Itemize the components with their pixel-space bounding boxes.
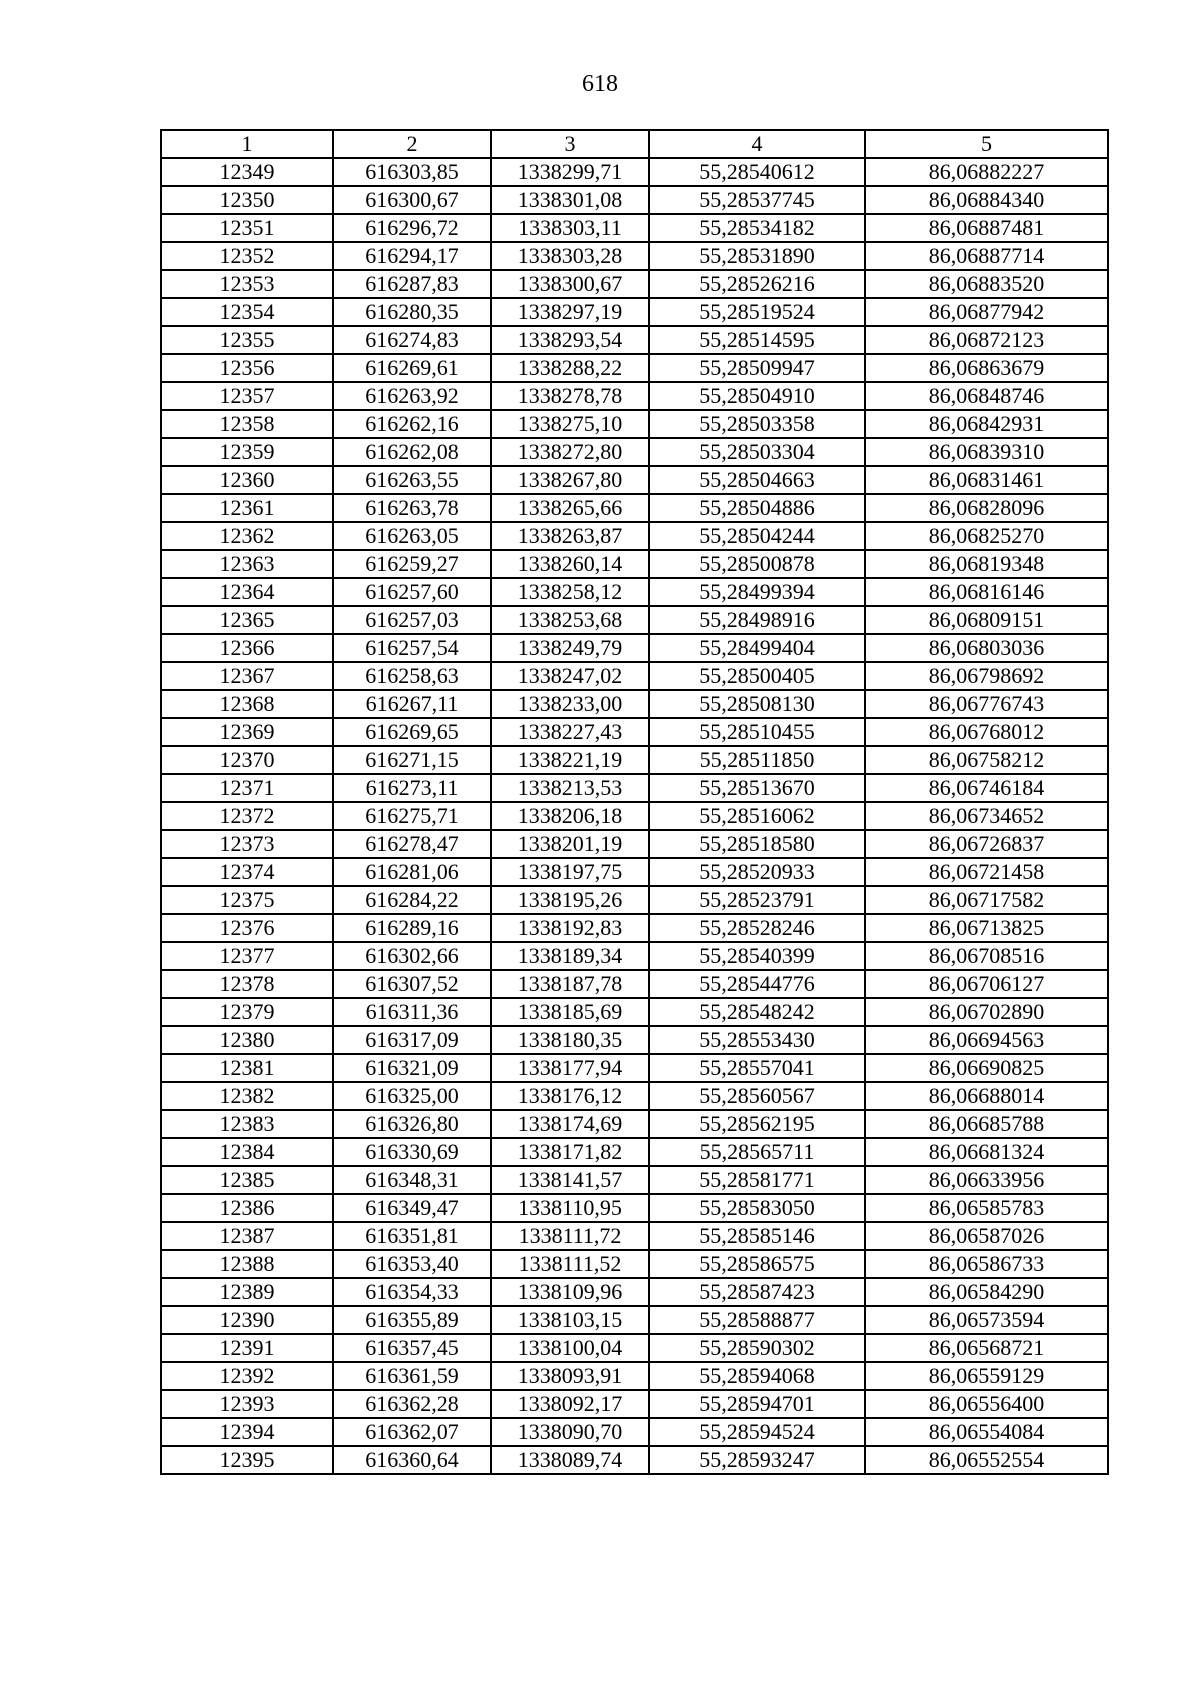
table-row xyxy=(161,1082,1108,1110)
point-number-cell: 12393 xyxy=(161,1390,333,1418)
table-row xyxy=(161,1390,1108,1418)
longitude-cell: 86,06882227 xyxy=(865,158,1108,186)
latitude-cell: 55,28581771 xyxy=(649,1166,865,1194)
longitude-cell: 86,06713825 xyxy=(865,914,1108,942)
x-coordinate-cell: 616257,54 xyxy=(333,634,491,662)
longitude-cell: 86,06685788 xyxy=(865,1110,1108,1138)
table-row xyxy=(161,1334,1108,1362)
x-coordinate-cell: 616263,92 xyxy=(333,382,491,410)
longitude-cell: 86,06872123 xyxy=(865,326,1108,354)
x-coordinate-cell: 616271,15 xyxy=(333,746,491,774)
latitude-cell: 55,28594068 xyxy=(649,1362,865,1390)
latitude-cell: 55,28588877 xyxy=(649,1306,865,1334)
longitude-cell: 86,06585783 xyxy=(865,1194,1108,1222)
point-number-cell: 12376 xyxy=(161,914,333,942)
table-row xyxy=(161,1138,1108,1166)
column-header-2: 2 xyxy=(333,130,491,158)
x-coordinate-cell: 616360,64 xyxy=(333,1446,491,1474)
latitude-cell: 55,28548242 xyxy=(649,998,865,1026)
longitude-cell: 86,06584290 xyxy=(865,1278,1108,1306)
latitude-cell: 55,28523791 xyxy=(649,886,865,914)
x-coordinate-cell: 616300,67 xyxy=(333,186,491,214)
table-body xyxy=(161,158,1108,1474)
x-coordinate-cell: 616362,07 xyxy=(333,1418,491,1446)
latitude-cell: 55,28562195 xyxy=(649,1110,865,1138)
longitude-cell: 86,06884340 xyxy=(865,186,1108,214)
point-number-cell: 12377 xyxy=(161,942,333,970)
y-coordinate-cell: 1338227,43 xyxy=(491,718,649,746)
x-coordinate-cell: 616257,03 xyxy=(333,606,491,634)
table-row xyxy=(161,914,1108,942)
longitude-cell: 86,06883520 xyxy=(865,270,1108,298)
table-row xyxy=(161,634,1108,662)
y-coordinate-cell: 1338299,71 xyxy=(491,158,649,186)
longitude-cell: 86,06809151 xyxy=(865,606,1108,634)
longitude-cell: 86,06798692 xyxy=(865,662,1108,690)
point-number-cell: 12383 xyxy=(161,1110,333,1138)
point-number-cell: 12380 xyxy=(161,1026,333,1054)
y-coordinate-cell: 1338206,18 xyxy=(491,802,649,830)
latitude-cell: 55,28508130 xyxy=(649,690,865,718)
column-header-1: 1 xyxy=(161,130,333,158)
point-number-cell: 12357 xyxy=(161,382,333,410)
longitude-cell: 86,06825270 xyxy=(865,522,1108,550)
latitude-cell: 55,28503358 xyxy=(649,410,865,438)
latitude-cell: 55,28509947 xyxy=(649,354,865,382)
page-number: 618 xyxy=(582,71,618,97)
x-coordinate-cell: 616307,52 xyxy=(333,970,491,998)
point-number-cell: 12382 xyxy=(161,1082,333,1110)
x-coordinate-cell: 616275,71 xyxy=(333,802,491,830)
x-coordinate-cell: 616263,55 xyxy=(333,466,491,494)
latitude-cell: 55,28503304 xyxy=(649,438,865,466)
y-coordinate-cell: 1338247,02 xyxy=(491,662,649,690)
point-number-cell: 12360 xyxy=(161,466,333,494)
latitude-cell: 55,28513670 xyxy=(649,774,865,802)
table-row xyxy=(161,774,1108,802)
table-row xyxy=(161,1278,1108,1306)
latitude-cell: 55,28587423 xyxy=(649,1278,865,1306)
latitude-cell: 55,28500878 xyxy=(649,550,865,578)
point-number-cell: 12368 xyxy=(161,690,333,718)
table-row xyxy=(161,662,1108,690)
table-row xyxy=(161,942,1108,970)
longitude-cell: 86,06706127 xyxy=(865,970,1108,998)
latitude-cell: 55,28519524 xyxy=(649,298,865,326)
point-number-cell: 12372 xyxy=(161,802,333,830)
latitude-cell: 55,28520933 xyxy=(649,858,865,886)
x-coordinate-cell: 616351,81 xyxy=(333,1222,491,1250)
latitude-cell: 55,28534182 xyxy=(649,214,865,242)
column-header-3: 3 xyxy=(491,130,649,158)
longitude-cell: 86,06803036 xyxy=(865,634,1108,662)
y-coordinate-cell: 1338301,08 xyxy=(491,186,649,214)
latitude-cell: 55,28557041 xyxy=(649,1054,865,1082)
table-row xyxy=(161,270,1108,298)
x-coordinate-cell: 616287,83 xyxy=(333,270,491,298)
longitude-cell: 86,06887714 xyxy=(865,242,1108,270)
longitude-cell: 86,06587026 xyxy=(865,1222,1108,1250)
table-row xyxy=(161,802,1108,830)
longitude-cell: 86,06877942 xyxy=(865,298,1108,326)
y-coordinate-cell: 1338293,54 xyxy=(491,326,649,354)
y-coordinate-cell: 1338297,19 xyxy=(491,298,649,326)
table-row xyxy=(161,858,1108,886)
table-row xyxy=(161,1306,1108,1334)
point-number-cell: 12364 xyxy=(161,578,333,606)
longitude-cell: 86,06863679 xyxy=(865,354,1108,382)
point-number-cell: 12394 xyxy=(161,1418,333,1446)
table-row xyxy=(161,1446,1108,1474)
latitude-cell: 55,28553430 xyxy=(649,1026,865,1054)
point-number-cell: 12378 xyxy=(161,970,333,998)
x-coordinate-cell: 616325,00 xyxy=(333,1082,491,1110)
point-number-cell: 12391 xyxy=(161,1334,333,1362)
latitude-cell: 55,28593247 xyxy=(649,1446,865,1474)
x-coordinate-cell: 616289,16 xyxy=(333,914,491,942)
latitude-cell: 55,28528246 xyxy=(649,914,865,942)
point-number-cell: 12390 xyxy=(161,1306,333,1334)
y-coordinate-cell: 1338265,66 xyxy=(491,494,649,522)
point-number-cell: 12361 xyxy=(161,494,333,522)
table-row xyxy=(161,410,1108,438)
point-number-cell: 12385 xyxy=(161,1166,333,1194)
latitude-cell: 55,28514595 xyxy=(649,326,865,354)
x-coordinate-cell: 616311,36 xyxy=(333,998,491,1026)
y-coordinate-cell: 1338267,80 xyxy=(491,466,649,494)
longitude-cell: 86,06726837 xyxy=(865,830,1108,858)
x-coordinate-cell: 616321,09 xyxy=(333,1054,491,1082)
y-coordinate-cell: 1338174,69 xyxy=(491,1110,649,1138)
point-number-cell: 12388 xyxy=(161,1250,333,1278)
x-coordinate-cell: 616278,47 xyxy=(333,830,491,858)
x-coordinate-cell: 616281,06 xyxy=(333,858,491,886)
point-number-cell: 12389 xyxy=(161,1278,333,1306)
point-number-cell: 12366 xyxy=(161,634,333,662)
x-coordinate-cell: 616357,45 xyxy=(333,1334,491,1362)
point-number-cell: 12349 xyxy=(161,158,333,186)
table-row xyxy=(161,746,1108,774)
point-number-cell: 12362 xyxy=(161,522,333,550)
latitude-cell: 55,28526216 xyxy=(649,270,865,298)
y-coordinate-cell: 1338185,69 xyxy=(491,998,649,1026)
point-number-cell: 12379 xyxy=(161,998,333,1026)
latitude-cell: 55,28504244 xyxy=(649,522,865,550)
table-row xyxy=(161,690,1108,718)
y-coordinate-cell: 1338195,26 xyxy=(491,886,649,914)
table-row xyxy=(161,242,1108,270)
y-coordinate-cell: 1338187,78 xyxy=(491,970,649,998)
latitude-cell: 55,28585146 xyxy=(649,1222,865,1250)
point-number-cell: 12387 xyxy=(161,1222,333,1250)
longitude-cell: 86,06828096 xyxy=(865,494,1108,522)
table-row xyxy=(161,186,1108,214)
y-coordinate-cell: 1338100,04 xyxy=(491,1334,649,1362)
point-number-cell: 12373 xyxy=(161,830,333,858)
latitude-cell: 55,28504910 xyxy=(649,382,865,410)
x-coordinate-cell: 616262,08 xyxy=(333,438,491,466)
column-header-4: 4 xyxy=(649,130,865,158)
longitude-cell: 86,06681324 xyxy=(865,1138,1108,1166)
point-number-cell: 12350 xyxy=(161,186,333,214)
longitude-cell: 86,06586733 xyxy=(865,1250,1108,1278)
y-coordinate-cell: 1338288,22 xyxy=(491,354,649,382)
x-coordinate-cell: 616317,09 xyxy=(333,1026,491,1054)
y-coordinate-cell: 1338221,19 xyxy=(491,746,649,774)
longitude-cell: 86,06556400 xyxy=(865,1390,1108,1418)
y-coordinate-cell: 1338089,74 xyxy=(491,1446,649,1474)
latitude-cell: 55,28499404 xyxy=(649,634,865,662)
x-coordinate-cell: 616294,17 xyxy=(333,242,491,270)
longitude-cell: 86,06694563 xyxy=(865,1026,1108,1054)
table-row xyxy=(161,326,1108,354)
longitude-cell: 86,06633956 xyxy=(865,1166,1108,1194)
point-number-cell: 12371 xyxy=(161,774,333,802)
header-row xyxy=(161,130,1108,158)
table-row xyxy=(161,886,1108,914)
y-coordinate-cell: 1338171,82 xyxy=(491,1138,649,1166)
table-row xyxy=(161,494,1108,522)
table-row xyxy=(161,158,1108,186)
y-coordinate-cell: 1338111,72 xyxy=(491,1222,649,1250)
latitude-cell: 55,28583050 xyxy=(649,1194,865,1222)
column-header-5: 5 xyxy=(865,130,1108,158)
latitude-cell: 55,28504886 xyxy=(649,494,865,522)
latitude-cell: 55,28518580 xyxy=(649,830,865,858)
latitude-cell: 55,28565711 xyxy=(649,1138,865,1166)
table-row xyxy=(161,354,1108,382)
table-row xyxy=(161,1222,1108,1250)
longitude-cell: 86,06559129 xyxy=(865,1362,1108,1390)
longitude-cell: 86,06816146 xyxy=(865,578,1108,606)
table-row xyxy=(161,998,1108,1026)
x-coordinate-cell: 616280,35 xyxy=(333,298,491,326)
x-coordinate-cell: 616274,83 xyxy=(333,326,491,354)
latitude-cell: 55,28516062 xyxy=(649,802,865,830)
longitude-cell: 86,06768012 xyxy=(865,718,1108,746)
y-coordinate-cell: 1338111,52 xyxy=(491,1250,649,1278)
latitude-cell: 55,28500405 xyxy=(649,662,865,690)
point-number-cell: 12369 xyxy=(161,718,333,746)
table-row xyxy=(161,1362,1108,1390)
y-coordinate-cell: 1338263,87 xyxy=(491,522,649,550)
latitude-cell: 55,28511850 xyxy=(649,746,865,774)
point-number-cell: 12363 xyxy=(161,550,333,578)
latitude-cell: 55,28594524 xyxy=(649,1418,865,1446)
latitude-cell: 55,28540399 xyxy=(649,942,865,970)
longitude-cell: 86,06690825 xyxy=(865,1054,1108,1082)
y-coordinate-cell: 1338092,17 xyxy=(491,1390,649,1418)
y-coordinate-cell: 1338275,10 xyxy=(491,410,649,438)
table-row xyxy=(161,214,1108,242)
table-row xyxy=(161,606,1108,634)
x-coordinate-cell: 616257,60 xyxy=(333,578,491,606)
point-number-cell: 12375 xyxy=(161,886,333,914)
point-number-cell: 12392 xyxy=(161,1362,333,1390)
longitude-cell: 86,06819348 xyxy=(865,550,1108,578)
y-coordinate-cell: 1338260,14 xyxy=(491,550,649,578)
table-row xyxy=(161,578,1108,606)
longitude-cell: 86,06554084 xyxy=(865,1418,1108,1446)
y-coordinate-cell: 1338103,15 xyxy=(491,1306,649,1334)
y-coordinate-cell: 1338272,80 xyxy=(491,438,649,466)
latitude-cell: 55,28544776 xyxy=(649,970,865,998)
table-row xyxy=(161,382,1108,410)
y-coordinate-cell: 1338213,53 xyxy=(491,774,649,802)
x-coordinate-cell: 616259,27 xyxy=(333,550,491,578)
latitude-cell: 55,28537745 xyxy=(649,186,865,214)
x-coordinate-cell: 616284,22 xyxy=(333,886,491,914)
y-coordinate-cell: 1338192,83 xyxy=(491,914,649,942)
x-coordinate-cell: 616263,78 xyxy=(333,494,491,522)
y-coordinate-cell: 1338258,12 xyxy=(491,578,649,606)
y-coordinate-cell: 1338278,78 xyxy=(491,382,649,410)
x-coordinate-cell: 616362,28 xyxy=(333,1390,491,1418)
x-coordinate-cell: 616296,72 xyxy=(333,214,491,242)
y-coordinate-cell: 1338093,91 xyxy=(491,1362,649,1390)
point-number-cell: 12356 xyxy=(161,354,333,382)
longitude-cell: 86,06746184 xyxy=(865,774,1108,802)
table-row xyxy=(161,522,1108,550)
x-coordinate-cell: 616353,40 xyxy=(333,1250,491,1278)
longitude-cell: 86,06887481 xyxy=(865,214,1108,242)
y-coordinate-cell: 1338110,95 xyxy=(491,1194,649,1222)
point-number-cell: 12355 xyxy=(161,326,333,354)
point-number-cell: 12354 xyxy=(161,298,333,326)
x-coordinate-cell: 616330,69 xyxy=(333,1138,491,1166)
longitude-cell: 86,06839310 xyxy=(865,438,1108,466)
y-coordinate-cell: 1338090,70 xyxy=(491,1418,649,1446)
longitude-cell: 86,06708516 xyxy=(865,942,1108,970)
point-number-cell: 12367 xyxy=(161,662,333,690)
longitude-cell: 86,06848746 xyxy=(865,382,1108,410)
x-coordinate-cell: 616267,11 xyxy=(333,690,491,718)
x-coordinate-cell: 616303,85 xyxy=(333,158,491,186)
point-number-cell: 12353 xyxy=(161,270,333,298)
x-coordinate-cell: 616361,59 xyxy=(333,1362,491,1390)
x-coordinate-cell: 616263,05 xyxy=(333,522,491,550)
point-number-cell: 12374 xyxy=(161,858,333,886)
coordinates-table xyxy=(160,129,1109,1475)
longitude-cell: 86,06734652 xyxy=(865,802,1108,830)
y-coordinate-cell: 1338197,75 xyxy=(491,858,649,886)
y-coordinate-cell: 1338303,28 xyxy=(491,242,649,270)
latitude-cell: 55,28531890 xyxy=(649,242,865,270)
table-row xyxy=(161,970,1108,998)
longitude-cell: 86,06552554 xyxy=(865,1446,1108,1474)
x-coordinate-cell: 616349,47 xyxy=(333,1194,491,1222)
latitude-cell: 55,28504663 xyxy=(649,466,865,494)
table-row xyxy=(161,1026,1108,1054)
table-row xyxy=(161,1194,1108,1222)
table-header xyxy=(161,130,1108,158)
point-number-cell: 12358 xyxy=(161,410,333,438)
x-coordinate-cell: 616269,61 xyxy=(333,354,491,382)
x-coordinate-cell: 616262,16 xyxy=(333,410,491,438)
latitude-cell: 55,28510455 xyxy=(649,718,865,746)
x-coordinate-cell: 616302,66 xyxy=(333,942,491,970)
longitude-cell: 86,06568721 xyxy=(865,1334,1108,1362)
table-row xyxy=(161,550,1108,578)
table-row xyxy=(161,718,1108,746)
longitude-cell: 86,06842931 xyxy=(865,410,1108,438)
x-coordinate-cell: 616348,31 xyxy=(333,1166,491,1194)
y-coordinate-cell: 1338249,79 xyxy=(491,634,649,662)
longitude-cell: 86,06831461 xyxy=(865,466,1108,494)
y-coordinate-cell: 1338189,34 xyxy=(491,942,649,970)
longitude-cell: 86,06573594 xyxy=(865,1306,1108,1334)
point-number-cell: 12359 xyxy=(161,438,333,466)
x-coordinate-cell: 616269,65 xyxy=(333,718,491,746)
longitude-cell: 86,06758212 xyxy=(865,746,1108,774)
latitude-cell: 55,28499394 xyxy=(649,578,865,606)
table-row xyxy=(161,1166,1108,1194)
longitude-cell: 86,06721458 xyxy=(865,858,1108,886)
y-coordinate-cell: 1338253,68 xyxy=(491,606,649,634)
longitude-cell: 86,06702890 xyxy=(865,998,1108,1026)
point-number-cell: 12386 xyxy=(161,1194,333,1222)
table-row xyxy=(161,1054,1108,1082)
point-number-cell: 12381 xyxy=(161,1054,333,1082)
table-row xyxy=(161,1110,1108,1138)
longitude-cell: 86,06688014 xyxy=(865,1082,1108,1110)
latitude-cell: 55,28594701 xyxy=(649,1390,865,1418)
y-coordinate-cell: 1338180,35 xyxy=(491,1026,649,1054)
latitude-cell: 55,28590302 xyxy=(649,1334,865,1362)
table-row xyxy=(161,1418,1108,1446)
y-coordinate-cell: 1338201,19 xyxy=(491,830,649,858)
longitude-cell: 86,06717582 xyxy=(865,886,1108,914)
latitude-cell: 55,28586575 xyxy=(649,1250,865,1278)
table-row xyxy=(161,298,1108,326)
point-number-cell: 12395 xyxy=(161,1446,333,1474)
point-number-cell: 12351 xyxy=(161,214,333,242)
table-row xyxy=(161,466,1108,494)
x-coordinate-cell: 616258,63 xyxy=(333,662,491,690)
y-coordinate-cell: 1338141,57 xyxy=(491,1166,649,1194)
x-coordinate-cell: 616273,11 xyxy=(333,774,491,802)
y-coordinate-cell: 1338109,96 xyxy=(491,1278,649,1306)
x-coordinate-cell: 616326,80 xyxy=(333,1110,491,1138)
point-number-cell: 12384 xyxy=(161,1138,333,1166)
table-row xyxy=(161,830,1108,858)
latitude-cell: 55,28560567 xyxy=(649,1082,865,1110)
latitude-cell: 55,28540612 xyxy=(649,158,865,186)
latitude-cell: 55,28498916 xyxy=(649,606,865,634)
table-row xyxy=(161,1250,1108,1278)
y-coordinate-cell: 1338176,12 xyxy=(491,1082,649,1110)
table-row xyxy=(161,438,1108,466)
y-coordinate-cell: 1338303,11 xyxy=(491,214,649,242)
longitude-cell: 86,06776743 xyxy=(865,690,1108,718)
x-coordinate-cell: 616354,33 xyxy=(333,1278,491,1306)
x-coordinate-cell: 616355,89 xyxy=(333,1306,491,1334)
point-number-cell: 12370 xyxy=(161,746,333,774)
y-coordinate-cell: 1338177,94 xyxy=(491,1054,649,1082)
y-coordinate-cell: 1338300,67 xyxy=(491,270,649,298)
point-number-cell: 12365 xyxy=(161,606,333,634)
point-number-cell: 12352 xyxy=(161,242,333,270)
y-coordinate-cell: 1338233,00 xyxy=(491,690,649,718)
